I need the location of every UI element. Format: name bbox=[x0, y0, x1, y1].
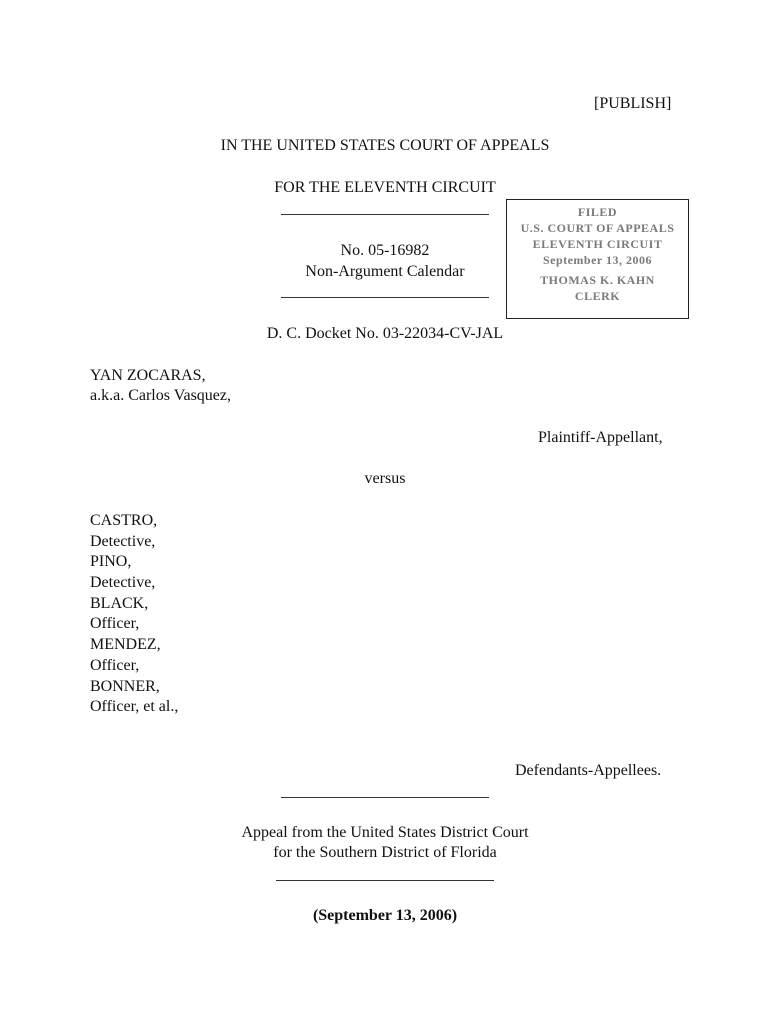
plaintiff-name: YAN ZOCARAS, bbox=[90, 367, 206, 384]
filed-stamp bbox=[506, 199, 689, 319]
plaintiff-aka: a.k.a. Carlos Vasquez, bbox=[90, 387, 231, 404]
stamp-clerk-name: THOMAS K. KAHN bbox=[540, 273, 655, 287]
divider-appeal bbox=[276, 880, 494, 881]
defendants-role: Defendants-Appellees. bbox=[515, 762, 662, 779]
stamp-court: U.S. COURT OF APPEALS bbox=[520, 221, 675, 235]
defendant-line: BLACK, bbox=[90, 595, 149, 612]
divider-parties bbox=[281, 797, 489, 798]
defendant-line: PINO, bbox=[90, 553, 132, 570]
divider-case bbox=[281, 297, 489, 298]
court-name: IN THE UNITED STATES COURT OF APPEALS bbox=[220, 137, 550, 154]
defendant-line: MENDEZ, bbox=[90, 636, 161, 653]
defendant-line: CASTRO, bbox=[90, 512, 158, 529]
defendant-line: Officer, et al., bbox=[90, 698, 179, 715]
stamp-date: September 13, 2006 bbox=[542, 253, 653, 267]
stamp-filed: FILED bbox=[577, 205, 618, 219]
defendant-line: BONNER, bbox=[90, 678, 160, 695]
appeal-district: for the Southern District of Florida bbox=[273, 844, 497, 861]
defendant-line: Officer, bbox=[90, 615, 140, 632]
decision-date: (September 13, 2006) bbox=[312, 907, 458, 924]
publish-tag: [PUBLISH] bbox=[594, 95, 672, 112]
circuit-name: FOR THE ELEVENTH CIRCUIT bbox=[274, 179, 496, 196]
defendant-line: Detective, bbox=[90, 574, 156, 591]
divider-top bbox=[281, 214, 489, 215]
versus-label: versus bbox=[364, 470, 406, 487]
stamp-clerk-title: CLERK bbox=[574, 289, 621, 303]
defendant-line: Detective, bbox=[90, 533, 156, 550]
docket-number: D. C. Docket No. 03-22034-CV-JAL bbox=[266, 325, 504, 342]
defendant-line: Officer, bbox=[90, 657, 140, 674]
appeal-from: Appeal from the United States District Court bbox=[241, 824, 529, 841]
case-number: No. 05-16982 bbox=[340, 242, 430, 259]
calendar-type: Non-Argument Calendar bbox=[305, 263, 465, 280]
stamp-circuit: ELEVENTH CIRCUIT bbox=[532, 237, 663, 251]
plaintiff-role: Plaintiff-Appellant, bbox=[538, 429, 663, 446]
